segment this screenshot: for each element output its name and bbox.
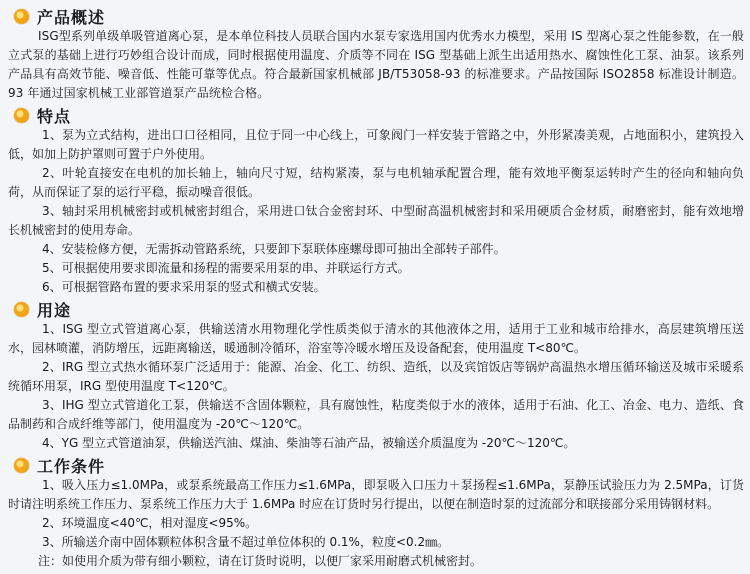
list-item: 2、叶轮直接安在电机的加长轴上，轴向尺寸短，结构紧凑，泵与电机轴承配置合理，能有效地平衡泵运转时产生的径向和轴向负荷，从而保证了泵的运行平稳，振动噪音很低。 (8, 166, 744, 199)
list-item: 5、可根据使用要求即流量和扬程的需要采用泵的串、并联运行方式。 (42, 261, 410, 275)
section-header-working-conditions (8, 454, 744, 476)
list-item: 6、可根据管路布置的要求采用泵的竖式和横式安装。 (42, 280, 326, 294)
list-item: 2、IRG 型立式热水循环泵广泛适用于：能源、冶金、化工、纺织、造纸，以及宾馆饭店等锅炉高温热水增压循环输送及城市采暖系统循环用泵，IRG 型使用温度 T<120℃。 (8, 360, 744, 393)
orange-circle-bullet-icon (14, 302, 29, 317)
list-item: 3、所输送介南中固体颗粒体积含量不超过单位体积的 0.1%，粒度<0.2㎜。 (42, 535, 450, 549)
list-item: 2、环境温度<40℃，相对湿度<95%。 (42, 516, 258, 530)
list-item: 4、安装检修方便，无需拆动管路系统，只要卸下泵联体座螺母即可抽出全部转子部件。 (42, 242, 506, 256)
section-title: 用途 (37, 300, 72, 320)
orange-circle-bullet-icon (14, 9, 29, 24)
orange-circle-bullet-icon (14, 458, 29, 473)
list-item: 4、YG 型立式管道油泵，供输送汽油、煤油、柴油等石油产品，被输送介质温度为 -20℃～120℃。 (42, 436, 576, 450)
list-item: 1、吸入压力≤1.0MPa，或泵系统最高工作压力≤1.6MPa，即泵吸入口压力＋泵扬程≤1.6MPa，泵静压试验压力为 2.5MPa，订货时请注明系统工作压力、泵系统工作压力大于 1.6MPa 时应在订货时另行提出，以便在制造时泵的过流部分和联接部分采用铸钢材料。 (8, 478, 744, 511)
list-item: 1、ISG 型立式管道离心泵，供输送清水用物理化学性质类似于清水的其他液体之用，适用于工业和城市给排水，高层建筑增压送水，园林喷灌，消防增压，远距离输送，暖通制冷循环，浴室等冷暖水增压及设备配套，使用温度 T<80℃。 (8, 322, 744, 355)
section-header-overview (8, 5, 744, 27)
list-item: 3、轴封采用机械密封或机械密封组合，采用进口钛合金密封环、中型耐高温机械密封和采用硬质合金材质，耐磨密封，能有效地增长机械密封的使用寿命。 (8, 204, 744, 237)
section-title: 特点 (37, 106, 72, 126)
overview-paragraph: ISG型系列单级单吸管道离心泵，是本单位科技人员联合国内水泵专家选用国内优秀水力模型，采用 IS 型离心泵之性能参数，在一般立式泵的基础上进行巧妙组合设计而成，同时根据使用温度、介质等不同在 ISG 型基础上派生出适用热水、腐蚀性化工泵、油泵。该系列产品具有高效节能、噪音低、性能可靠等优点。符合最新国家机械部 JB/T53058-93 的标准要求。产品按国际 ISO2858 标准设计制造。93 年通过国家机械工业部管道泵产品统检合格。 (8, 29, 744, 100)
section-title: 产品概述 (37, 7, 106, 27)
list-item: 3、IHG 型立式管道化工泵，供输送不含固体颗粒，具有腐蚀性，粘度类似于水的液体，适用于石油、化工、冶金、电力、造纸、食品制药和合成纤维等部门，使用温度为 -20℃～120℃。 (8, 398, 744, 431)
section-title: 工作条件 (37, 456, 106, 476)
orange-circle-bullet-icon (14, 108, 29, 123)
section-header-features (8, 104, 744, 126)
note-text: 注：如使用介质为带有细小颗粒，请在订货时说明，以便厂家采用耐磨式机械密封。 (38, 554, 483, 568)
section-header-usage (8, 298, 744, 320)
list-item: 1、泵为立式结构，进出口口径相同，且位于同一中心线上，可象阀门一样安装于管路之中，外形紧凑美观，占地面积小，建筑投入低，如加上防护罩则可置于户外使用。 (8, 128, 744, 161)
